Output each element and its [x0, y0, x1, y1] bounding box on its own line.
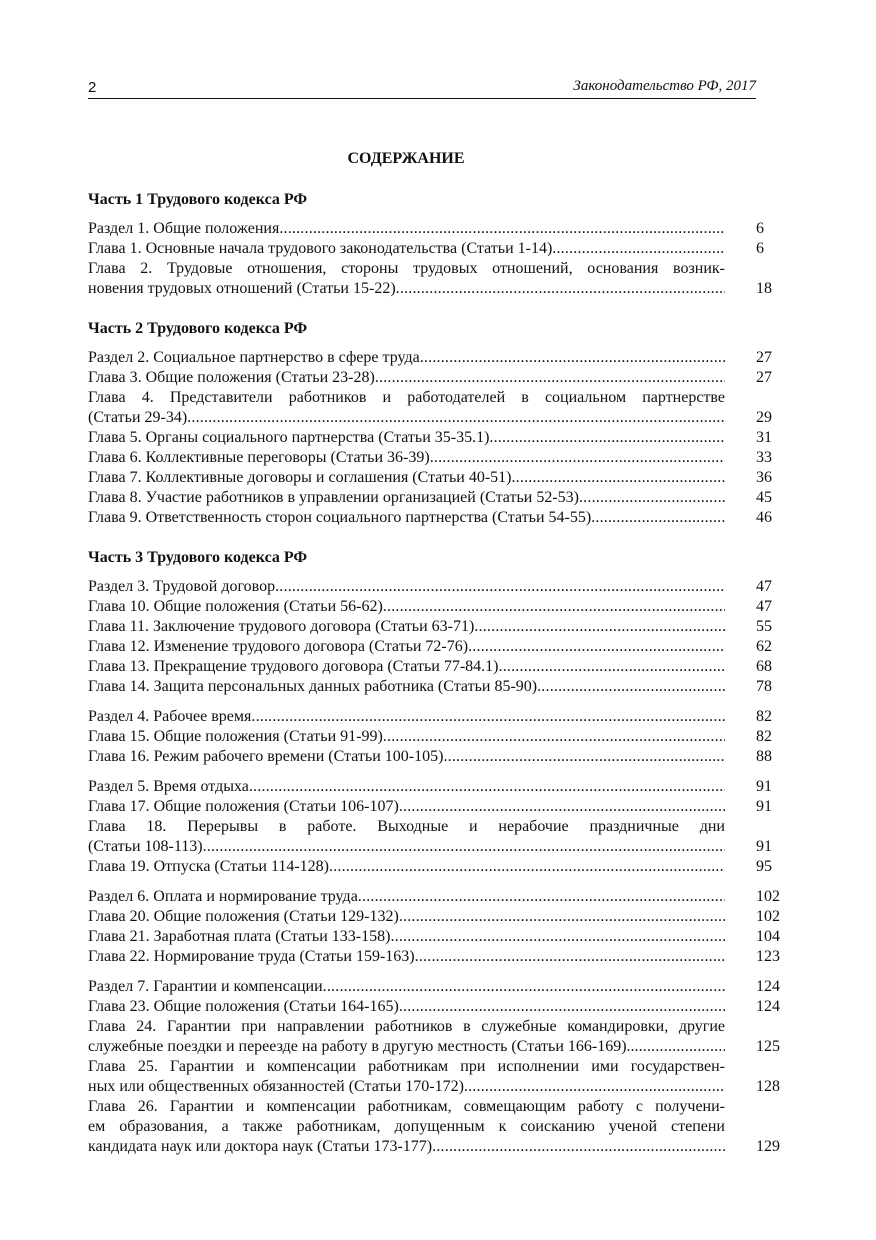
- toc-line: Глава 7. Коллективные договоры и соглашения (Статьи 40-51): [88, 469, 512, 486]
- toc-entry[interactable]: [88, 817, 788, 857]
- toc-line: ем образования, а также работникам, допущенным к соисканию ученой степени: [88, 1118, 725, 1135]
- dot-leader: [579, 488, 725, 508]
- running-title: Законодательство РФ, 2017: [573, 78, 756, 94]
- dot-leader: [511, 468, 725, 488]
- toc-entry[interactable]: [88, 1017, 788, 1057]
- dot-leader: [420, 348, 725, 368]
- toc-entry-text: [88, 508, 725, 528]
- dot-leader: [468, 637, 725, 657]
- toc-line: Глава 25. Гарантии и компенсации работникам при исполнении ими государствен-: [88, 1058, 725, 1075]
- dot-leader: [383, 727, 725, 747]
- toc-line: Глава 26. Гарантии и компенсации работникам, совмещающим работу с получени-: [88, 1098, 725, 1115]
- toc-line: новения трудовых отношений (Статьи 15-22): [88, 280, 396, 297]
- toc-entry[interactable]: [88, 577, 788, 597]
- toc-entry[interactable]: [88, 468, 788, 488]
- toc-line: Глава 20. Общие положения (Статьи 129-132): [88, 908, 399, 925]
- toc-entry-text: [88, 448, 725, 468]
- toc-entry[interactable]: [88, 1097, 788, 1157]
- toc-line: Раздел 6. Оплата и нормирование труда: [88, 888, 358, 905]
- toc-entry-text: [88, 637, 725, 657]
- toc-line: Глава 15. Общие положения (Статьи 91-99): [88, 728, 383, 745]
- toc-line: Глава 24. Гарантии при направлении работников в служебные командировки, другие: [88, 1018, 725, 1035]
- toc-entry-text: [88, 428, 725, 448]
- toc-entry[interactable]: [88, 927, 788, 947]
- page-number: 2: [88, 79, 97, 96]
- part-title: Часть 1 Трудового кодекса РФ: [88, 191, 308, 208]
- toc-entry[interactable]: [88, 727, 788, 747]
- toc-page-number: 82: [756, 708, 772, 725]
- toc-line: Глава 22. Нормирование труда (Статьи 159-163): [88, 948, 415, 965]
- toc-line: Глава 2. Трудовые отношения, стороны трудовых отношений, основания возник-: [88, 260, 725, 277]
- toc-entry[interactable]: [88, 707, 788, 727]
- dot-leader: [499, 657, 726, 677]
- toc-entry-text: [88, 887, 725, 907]
- toc-page-number: 31: [756, 429, 772, 446]
- toc-page-number: 68: [756, 658, 772, 675]
- toc-line: Раздел 2. Социальное партнерство в сфере труда: [88, 349, 420, 366]
- dot-leader: [383, 597, 725, 617]
- toc-entry[interactable]: [88, 997, 788, 1017]
- dot-leader: [251, 707, 725, 727]
- page-header: [88, 76, 756, 99]
- toc-line: Глава 18. Перерывы в работе. Выходные и нерабочие праздничные дни: [88, 818, 725, 835]
- toc-line: Глава 14. Защита персональных данных работника (Статьи 85-90): [88, 678, 538, 695]
- toc-line: Раздел 5. Время отдыха: [88, 778, 249, 795]
- toc-page-number: 128: [756, 1078, 780, 1095]
- toc-page-number: 91: [756, 778, 772, 795]
- toc-entry[interactable]: [88, 797, 788, 817]
- dot-leader: [279, 219, 725, 239]
- toc-page-number: 29: [756, 409, 772, 426]
- toc-line: Глава 1. Основные начала трудового законодательства (Статьи 1-14): [88, 240, 553, 257]
- dot-leader: [432, 1137, 725, 1157]
- toc-entry[interactable]: [88, 977, 788, 997]
- toc-entry-text: [88, 677, 725, 697]
- toc-entry-text: [88, 707, 725, 727]
- toc-entry-text: [88, 977, 725, 997]
- toc-entry[interactable]: [88, 677, 788, 697]
- toc-page-number: 47: [756, 578, 772, 595]
- toc-entry[interactable]: [88, 907, 788, 927]
- toc-line: ных или общественных обязанностей (Статьи 170-172): [88, 1078, 464, 1095]
- toc-line: служебные поездки и переезде на работу в другую местность (Статьи 166-169)...: [88, 1038, 639, 1055]
- toc-line: Глава 13. Прекращение трудового договора (Статьи 77-84.1): [88, 658, 499, 675]
- dot-leader: [552, 239, 725, 259]
- toc-line: (Статьи 108-113): [88, 838, 203, 855]
- toc-entry-text: [88, 577, 725, 597]
- toc-line: Глава 9. Ответственность сторон социального партнерства (Статьи 54-55): [88, 509, 592, 526]
- toc-entry[interactable]: [88, 488, 788, 508]
- toc-entry-text: [88, 797, 725, 817]
- table-of-contents: [88, 190, 788, 1157]
- part-title: Часть 3 Трудового кодекса РФ: [88, 549, 308, 566]
- toc-entry-text: [88, 997, 725, 1017]
- toc-entry[interactable]: [88, 259, 788, 299]
- toc-entry[interactable]: [88, 947, 788, 967]
- toc-line: Глава 21. Заработная плата (Статьи 133-158): [88, 928, 391, 945]
- toc-page-number: 45: [756, 489, 772, 506]
- toc-page-number: 78: [756, 678, 772, 695]
- toc-line: Глава 11. Заключение трудового договора (Статьи 63-71): [88, 618, 475, 635]
- toc-entry-text: [88, 259, 725, 299]
- dot-leader: [430, 448, 725, 468]
- toc-line: Глава 4. Представители работников и работодателей в социальном партнерстве: [88, 389, 725, 406]
- dot-leader: [399, 797, 725, 817]
- toc-entry[interactable]: [88, 428, 788, 448]
- toc-line: Глава 10. Общие положения (Статьи 56-62): [88, 598, 383, 615]
- dot-leader: [249, 777, 725, 797]
- toc-entry[interactable]: [88, 239, 788, 259]
- toc-entry-text: [88, 468, 725, 488]
- toc-entry[interactable]: [88, 657, 788, 677]
- dot-leader: [323, 977, 725, 997]
- dot-leader: [375, 368, 725, 388]
- toc-line: Глава 23. Общие положения (Статьи 164-165): [88, 998, 399, 1015]
- toc-line: Глава 5. Органы социального партнерства (Статьи 35-35.1): [88, 429, 490, 446]
- toc-entry-text: [88, 388, 725, 428]
- toc-entry-text: [88, 777, 725, 797]
- toc-line: Глава 19. Отпуска (Статьи 114-128): [88, 858, 329, 875]
- toc-entry-text: [88, 488, 725, 508]
- dot-leader: [358, 887, 725, 907]
- toc-entry-text: [88, 1057, 725, 1097]
- dot-leader: [329, 857, 725, 877]
- toc-entry-text: [88, 239, 725, 259]
- toc-page-number: 88: [756, 748, 772, 765]
- toc-page-number: 82: [756, 728, 772, 745]
- toc-page-number: 91: [756, 838, 772, 855]
- toc-title: СОДЕРЖАНИЕ: [347, 150, 465, 167]
- toc-entry[interactable]: [88, 448, 788, 468]
- dot-leader: [187, 408, 725, 428]
- toc-page-number: 102: [756, 908, 780, 925]
- toc-entry[interactable]: [88, 348, 788, 368]
- toc-line: Раздел 4. Рабочее время: [88, 708, 252, 725]
- toc-entry-text: [88, 817, 725, 857]
- dot-leader: [464, 1077, 725, 1097]
- toc-entry[interactable]: [88, 368, 788, 388]
- dot-leader: [443, 747, 725, 767]
- toc-entry-text: [88, 727, 725, 747]
- toc-entry-text: [88, 657, 725, 677]
- toc-entry-text: [88, 927, 725, 947]
- toc-page-number: 91: [756, 798, 772, 815]
- toc-page-number: 46: [756, 509, 772, 526]
- toc-entry-text: [88, 348, 725, 368]
- dot-leader: [415, 947, 725, 967]
- toc-entry[interactable]: [88, 857, 788, 877]
- toc-entry-text: [88, 617, 725, 637]
- dot-leader: [203, 837, 725, 857]
- toc-entry[interactable]: [88, 637, 788, 657]
- dot-leader: [591, 508, 725, 528]
- dot-leader: [639, 1037, 725, 1057]
- toc-page-number: 18: [756, 280, 772, 297]
- toc-line: Раздел 1. Общие положения: [88, 220, 280, 237]
- toc-line: (Статьи 29-34): [88, 409, 188, 426]
- toc-line: Глава 17. Общие положения (Статьи 106-107): [88, 798, 399, 815]
- toc-entry-text: [88, 907, 725, 927]
- toc-entry-text: [88, 747, 725, 767]
- toc-page-number: 62: [756, 638, 772, 655]
- toc-line: Раздел 3. Трудовой договор: [88, 578, 276, 595]
- toc-entry[interactable]: [88, 219, 788, 239]
- dot-leader: [399, 907, 725, 927]
- toc-entry[interactable]: [88, 617, 788, 637]
- toc-entry-text: [88, 1097, 725, 1157]
- toc-page-number: 124: [756, 978, 780, 995]
- dot-leader: [474, 617, 725, 637]
- toc-entry[interactable]: [88, 887, 788, 907]
- dot-leader: [396, 279, 725, 299]
- toc-entry-text: [88, 947, 725, 967]
- dot-leader: [390, 927, 725, 947]
- toc-page-number: 6: [756, 220, 764, 237]
- toc-line: кандидата наук или доктора наук (Статьи 173-177): [88, 1138, 433, 1155]
- toc-page-number: 95: [756, 858, 772, 875]
- toc-page-number: 102: [756, 888, 780, 905]
- toc-page-number: 33: [756, 449, 772, 466]
- toc-entry[interactable]: [88, 597, 788, 617]
- toc-line: Глава 8. Участие работников в управлении организацией (Статьи 52-53): [88, 489, 579, 506]
- dot-leader: [489, 428, 725, 448]
- toc-page-number: 125: [756, 1038, 780, 1055]
- toc-page-number: 27: [756, 349, 772, 366]
- toc-entry[interactable]: [88, 388, 788, 428]
- toc-line: Глава 6. Коллективные переговоры (Статьи 36-39): [88, 449, 430, 466]
- toc-page-number: 104: [756, 928, 780, 945]
- toc-entry-text: [88, 368, 725, 388]
- toc-entry[interactable]: [88, 747, 788, 767]
- toc-line: Глава 16. Режим рабочего времени (Статьи 100-105): [88, 748, 444, 765]
- toc-entry-text: [88, 597, 725, 617]
- toc-entry[interactable]: [88, 777, 788, 797]
- toc-page-number: 129: [756, 1138, 780, 1155]
- toc-page-number: 36: [756, 469, 772, 486]
- toc-page-number: 6: [756, 240, 764, 257]
- toc-entry-text: [88, 219, 725, 239]
- toc-entry-text: [88, 857, 725, 877]
- toc-entry-text: [88, 1017, 725, 1057]
- toc-page-number: 123: [756, 948, 780, 965]
- part-title: Часть 2 Трудового кодекса РФ: [88, 320, 308, 337]
- toc-line: Раздел 7. Гарантии и компенсации: [88, 978, 323, 995]
- toc-entry[interactable]: [88, 1057, 788, 1097]
- toc-page-number: 47: [756, 598, 772, 615]
- toc-line: Глава 12. Изменение трудового договора (Статьи 72-76): [88, 638, 469, 655]
- toc-page-number: 55: [756, 618, 772, 635]
- toc-line: Глава 3. Общие положения (Статьи 23-28): [88, 369, 375, 386]
- toc-page-number: 124: [756, 998, 780, 1015]
- dot-leader: [399, 997, 725, 1017]
- dot-leader: [537, 677, 725, 697]
- dot-leader: [275, 577, 725, 597]
- toc-page-number: 27: [756, 369, 772, 386]
- toc-entry[interactable]: [88, 508, 788, 528]
